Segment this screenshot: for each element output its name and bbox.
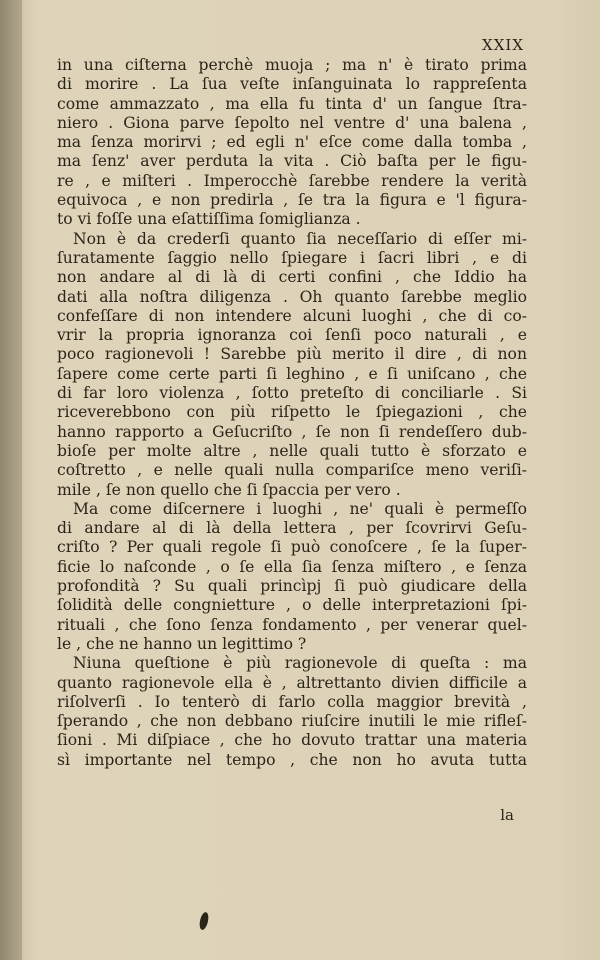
text-line: Niuna queſtione è più ragionevole di queſta : ma bbox=[73, 654, 527, 673]
text-line: ſolidità delle congnietture , o delle interpretazioni ſpi- bbox=[57, 596, 527, 615]
text-line: bioſe per molte altre , nelle quali tutto è sforzato e bbox=[57, 441, 527, 460]
text-line: hanno rapporto a Geſucriſto , ſe non ſi rendeſſero dub- bbox=[57, 422, 527, 441]
text-line: niero . Giona parve ſepolto nel ventre d' una balena , bbox=[57, 113, 527, 132]
text-line: ſioni . Mi diſpiace , che ho dovuto trattar una materia bbox=[57, 731, 527, 750]
text-line: ficie lo naſconde , o ſe ella ſia ſenza miſtero , e ſenza bbox=[57, 557, 527, 576]
text-line: dati alla noſtra diligenza . Oh quanto ſarebbe meglio bbox=[57, 287, 527, 306]
text-line: come ammazzato , ma ella fu tinta d' un ſangue ſtra- bbox=[57, 94, 527, 113]
text-line: in una ciſterna perchè muoja ; ma n' è tirato prima bbox=[57, 56, 527, 74]
page-number: XXIX bbox=[482, 36, 524, 54]
text-line: quanto ragionevole ella è , altrettanto divien difficile a bbox=[57, 673, 527, 692]
text-line: ſuratamente ſaggio nello ſpiegare i ſacri libri , e di bbox=[57, 248, 527, 267]
text-line: sì importante nel tempo , che non ho avuta tutta bbox=[57, 750, 527, 769]
text-line: ma ſenza morirvi ; ed egli n' eſce come dalla tomba , bbox=[57, 133, 527, 152]
text-line: equivoca , e non predirla , ſe tra la figura e 'l figura- bbox=[57, 191, 527, 210]
text-line: re , e miſteri . Imperocchè ſarebbe rendere la verità bbox=[57, 171, 527, 190]
text-line: di andare al di là della lettera , per ſcovrirvi Geſu- bbox=[57, 519, 527, 538]
text-line: riſolverſi . Io tenterò di farlo colla maggior brevità , bbox=[57, 692, 527, 711]
text-line: confeſſare di non intendere alcuni luoghi , che di co- bbox=[57, 306, 527, 325]
text-line: ma ſenz' aver perduta la vita . Ciò baſta per le figu- bbox=[57, 152, 527, 171]
text-line: ſperando , che non debbano riuſcire inutili le mie rifleſ- bbox=[57, 712, 527, 731]
text-line: Non è da crederſi quanto ſia neceſſario di eſſer mi- bbox=[73, 229, 527, 248]
text-line: riceverebbono con più riſpetto le ſpiegazioni , che bbox=[57, 403, 527, 422]
text-line: rituali , che ſono ſenza fondamento , per venerar quel- bbox=[57, 615, 527, 634]
text-line: di morire . La ſua veſte inſanguinata lo rappreſenta bbox=[57, 75, 527, 94]
text-line: to vi foſſe una eſattiſſima ſomiglianza . bbox=[57, 210, 361, 229]
text-line: Ma come diſcernere i luoghi , ne' quali è permeſſo bbox=[73, 499, 527, 518]
text-line: non andare al di là di certi confini , che Iddio ha bbox=[57, 268, 527, 287]
text-line: poco ragionevoli ! Sarebbe più merito il dire , di non bbox=[57, 345, 527, 364]
text-line: le , che ne hanno un legittimo ? bbox=[57, 634, 307, 653]
text-line: ſapere come certe parti ſi leghino , e ſi uniſcano , che bbox=[57, 364, 527, 383]
text-line: coſtretto , e nelle quali nulla compariſce meno veriſi- bbox=[57, 461, 527, 480]
text-line: di far loro violenza , ſotto preteſto di conciliarle . Si bbox=[57, 384, 527, 403]
text-line: mile , ſe non quello che ſi ſpaccia per vero . bbox=[57, 480, 401, 499]
text-line: vrir la propria ignoranza coi ſenſi poco naturali , e bbox=[57, 326, 527, 345]
text-line: criſto ? Per quali regole ſi può conoſcere , ſe la ſuper- bbox=[57, 538, 527, 557]
binding-gutter bbox=[0, 0, 22, 960]
ink-blot bbox=[197, 911, 210, 931]
body-text bbox=[57, 56, 527, 770]
text-line: profondità ? Su quali princìpj ſi può giudicare della bbox=[57, 577, 527, 596]
catchword: la bbox=[500, 806, 514, 824]
